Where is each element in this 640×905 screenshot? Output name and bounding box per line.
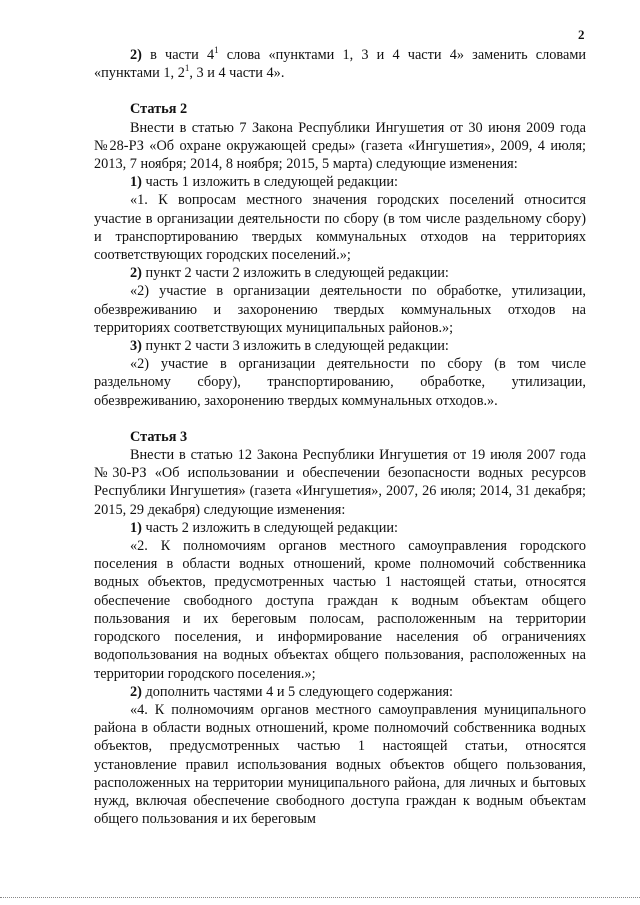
item-number: 2): [130, 683, 142, 700]
article-2-item-3: [94, 337, 586, 355]
article-3-item-2: [94, 683, 586, 701]
article-3-heading: Статья 3: [130, 428, 188, 445]
item-number: 3): [130, 338, 142, 355]
item-text: часть 1 изложить в следующей редакции:: [145, 174, 398, 191]
document-body: [94, 46, 586, 828]
article-2-quote-1: «1. К вопросам местного значения городских поселений относится участие в организации деятельности по сбору (в том числе раздельному сбору) и транспортированию твердых коммунальных отходов на территориях соответствующих городских поселений.»;: [94, 192, 586, 264]
item-text-a: в части 4: [150, 47, 215, 63]
item-text: дополнить частями 4 и 5 следующего содержания:: [145, 683, 454, 700]
scan-footer-line: [0, 897, 640, 899]
article-2-heading: Статья 2: [130, 101, 188, 118]
article-3-quote-2: «4. К полномочиям органов местного самоуправления муниципального района в области водных отношений, кроме полномочий собственника водных объектов, предусмотренных частью 1 настоящей статьи, относятся установление правил использования водных объектов общего пользования, расположенных на территории муниципального района, для личных и бытовых нужд, включая обеспечение свободного доступа граждан к водным объектам общего пользования и их береговым: [94, 701, 586, 828]
article-2-quote-2: «2) участие в организации деятельности по обработке, утилизации, обезвреживанию и захоронению твердых коммунальных отходов на территориях соответствующих муниципальных районов.»;: [94, 283, 586, 336]
article-2-quote-3: «2) участие в организации деятельности по сбору (в том числе раздельному сбору), транспортированию, обработке, утилизации, обезвреживанию, захоронению твердых коммунальных отходов.».: [94, 356, 586, 409]
item-text: пункт 2 части 2 изложить в следующей редакции:: [145, 265, 449, 282]
item-number: 2): [130, 265, 142, 282]
superscript: 1: [184, 63, 190, 74]
superscript: 1: [214, 45, 219, 55]
article-2-intro: Внести в статью 7 Закона Республики Ингушетия от 30 июня 2009 года №28-РЗ «Об охране окружающей среды» (газета «Ингушетия», 2009, 4 июля; 2013, 7 ноября; 2014, 8 ноября; 2015, 5 марта) следующие изменения:: [94, 119, 586, 173]
article-2-item-1: [94, 173, 586, 191]
page-number: 2: [578, 27, 585, 42]
item-text: пункт 2 части 3 изложить в следующей редакции:: [145, 338, 449, 355]
article-2-item-2: [94, 264, 586, 282]
item-number: 2): [130, 47, 142, 63]
item-number: 1): [130, 174, 142, 191]
item-text-c: , 3 и 4 части 4».: [189, 65, 285, 82]
article-3-item-1: [94, 519, 586, 537]
item-text-b: слова «пунктами 1, 3 и 4 части 4» заменить словами «пунктами 1, 2: [94, 47, 587, 82]
article-3-quote-1: «2. К полномочиям органов местного самоуправления городского поселения в области водных отношений, кроме полномочий собственника водных объектов, предусмотренных частью 1 настоящей статьи, относятся обеспечение свободного доступа граждан к водным объектам общего пользования и их береговым полосам, расположенным на территории городского поселения, и информирование населения об ограничениях водопользования на водных объектах общего пользования, расположенных на территории городского поселения.»;: [94, 538, 586, 682]
item-number: 1): [130, 519, 142, 536]
amendment-item-2: [94, 46, 586, 82]
article-3-intro: Внести в статью 12 Закона Республики Ингушетия от 19 июля 2007 года №30-РЗ «Об использовании и обеспечении безопасности водных ресурсов Республики Ингушетия» (газета «Ингушетия», 2007, 26 июля; 2014, 31 декабря; 2015, 29 декабря) следующие изменения:: [94, 447, 586, 518]
item-text: часть 2 изложить в следующей редакции:: [145, 519, 398, 536]
